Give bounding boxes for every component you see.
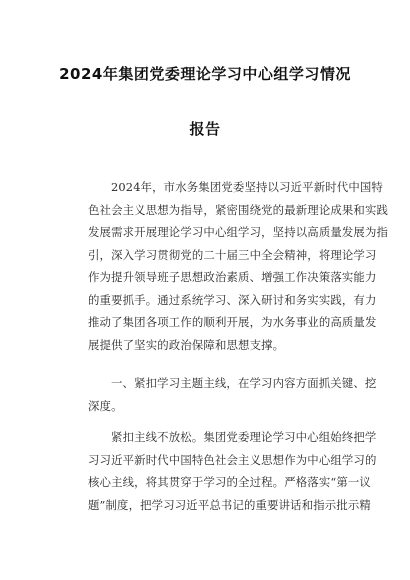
paragraph-line: 的重要抓手。通过系统学习、深入研讨和务实实践，有力	[88, 292, 377, 307]
paragraph-line: 一、紧扣学习主题主线，在学习内容方面抓关键、挖	[111, 376, 377, 390]
document-title-continuation: 报告	[189, 120, 221, 138]
paragraph-line: 色社会主义思想为指导，紧密围绕党的最新理论成果和实践	[88, 202, 389, 217]
paragraph-line: 核心主线，将其贯穿于学习的全过程。严格落实“第一议	[88, 475, 371, 489]
paragraph-line: 题”制度，把学习习近平总书记的重要讲话和指示批示精	[88, 497, 371, 512]
document-title: 2024年集团党委理论学习中心组学习情况	[59, 65, 351, 83]
paragraph-line: 习习近平新时代中国特色社会主义思想作为中心组学习的	[88, 452, 377, 467]
paragraph-line: 作为提升领导班子思想政治素质、增强工作决策落实能力	[88, 270, 377, 284]
section-heading-paragraph	[88, 372, 377, 417]
paragraph-line: 推动了集团各项工作的顺利开展，为水务事业的高质量发	[88, 315, 377, 329]
paragraph-line: 2024年，市水务集团党委坚持以习近平新时代中国特	[111, 180, 383, 194]
paragraph-line: 展提供了坚实的政治保障和思想支撑。	[88, 337, 285, 352]
paragraph-line: 紧扣主线不放松。集团党委理论学习中心组始终把学	[111, 430, 377, 444]
intro-paragraph	[88, 176, 389, 356]
paragraph-line: 发展需求开展理论学习中心组学习，坚持以高质量发展为指	[88, 225, 389, 239]
paragraph-line: 深度。	[88, 398, 123, 413]
body-paragraph	[88, 426, 377, 516]
paragraph-line: 引，深入学习贯彻党的二十届三中全会精神，将理论学习	[88, 247, 377, 262]
